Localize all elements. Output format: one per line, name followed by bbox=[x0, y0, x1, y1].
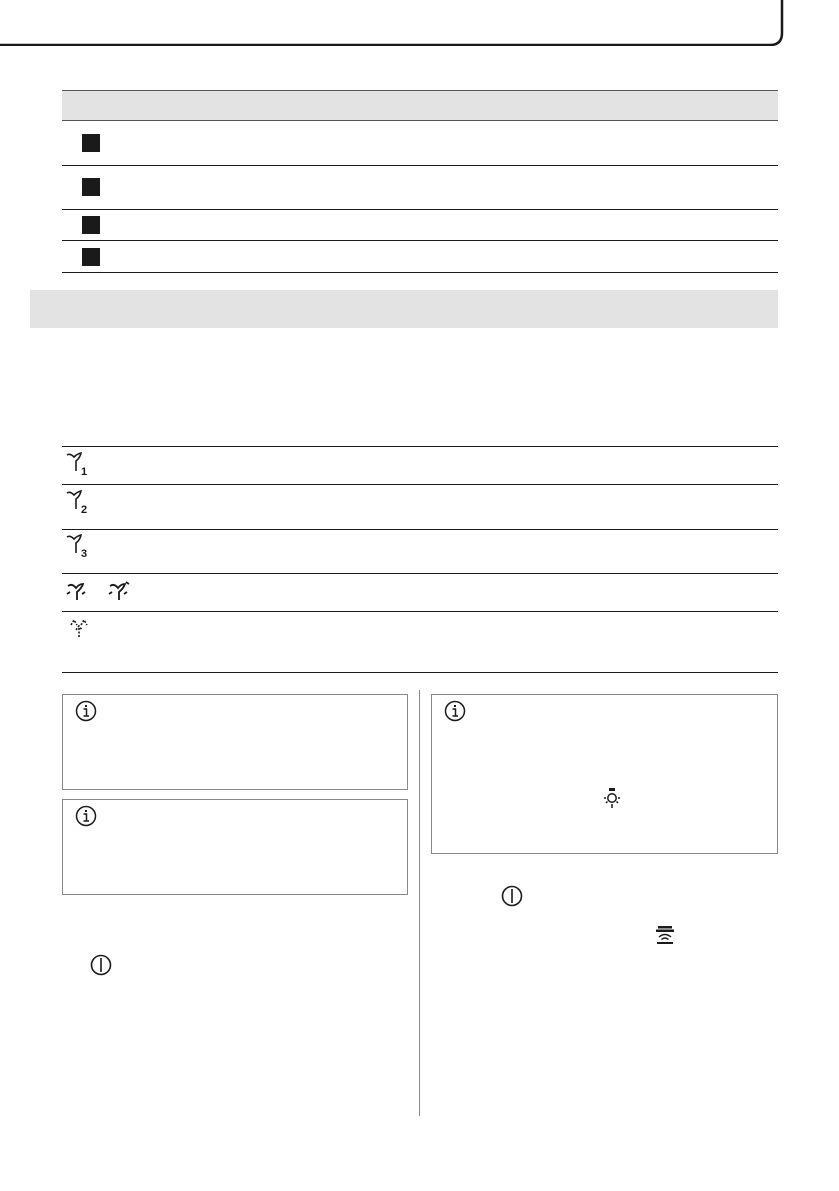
fan-table-divider bbox=[62, 484, 778, 485]
fan-speed-2-icon bbox=[64, 489, 94, 515]
fan-speed-digit: 3 bbox=[81, 548, 88, 559]
crop-mark-line bbox=[0, 0, 839, 46]
column-divider bbox=[419, 690, 420, 1116]
table-row-marker bbox=[82, 134, 100, 152]
table-bottom-border bbox=[62, 272, 778, 273]
fan-table-top-border bbox=[62, 446, 778, 447]
info-icon bbox=[444, 700, 466, 722]
section-heading bbox=[30, 290, 778, 328]
fan-boost-2-icon bbox=[106, 580, 136, 606]
info-note-box bbox=[62, 694, 408, 790]
table-divider bbox=[62, 165, 778, 166]
fan-speed-3-icon bbox=[64, 533, 94, 559]
hob2hood-icon bbox=[654, 924, 676, 946]
table-header bbox=[62, 90, 778, 121]
fan-table-divider bbox=[62, 611, 778, 612]
info-icon bbox=[75, 805, 97, 827]
light-icon bbox=[601, 787, 623, 811]
table-row-marker bbox=[82, 178, 100, 196]
fan-speed-digit: 1 bbox=[81, 466, 88, 477]
info-note-box bbox=[431, 694, 778, 854]
table-row-marker bbox=[82, 216, 100, 234]
breeze-arrows-icon bbox=[64, 615, 94, 641]
power-icon bbox=[500, 884, 524, 908]
info-icon bbox=[75, 700, 97, 722]
power-icon bbox=[89, 953, 113, 977]
fan-table-divider bbox=[62, 529, 778, 530]
fan-speed-digit: 2 bbox=[81, 504, 88, 515]
table-row-marker bbox=[82, 248, 100, 266]
fan-speed-1-icon bbox=[64, 451, 94, 477]
fan-table-divider bbox=[62, 573, 778, 574]
table-divider bbox=[62, 240, 778, 241]
fan-boost-1-icon bbox=[64, 580, 94, 606]
info-note-box bbox=[62, 799, 408, 895]
table-divider bbox=[62, 209, 778, 210]
fan-table-bottom-border bbox=[62, 672, 778, 673]
